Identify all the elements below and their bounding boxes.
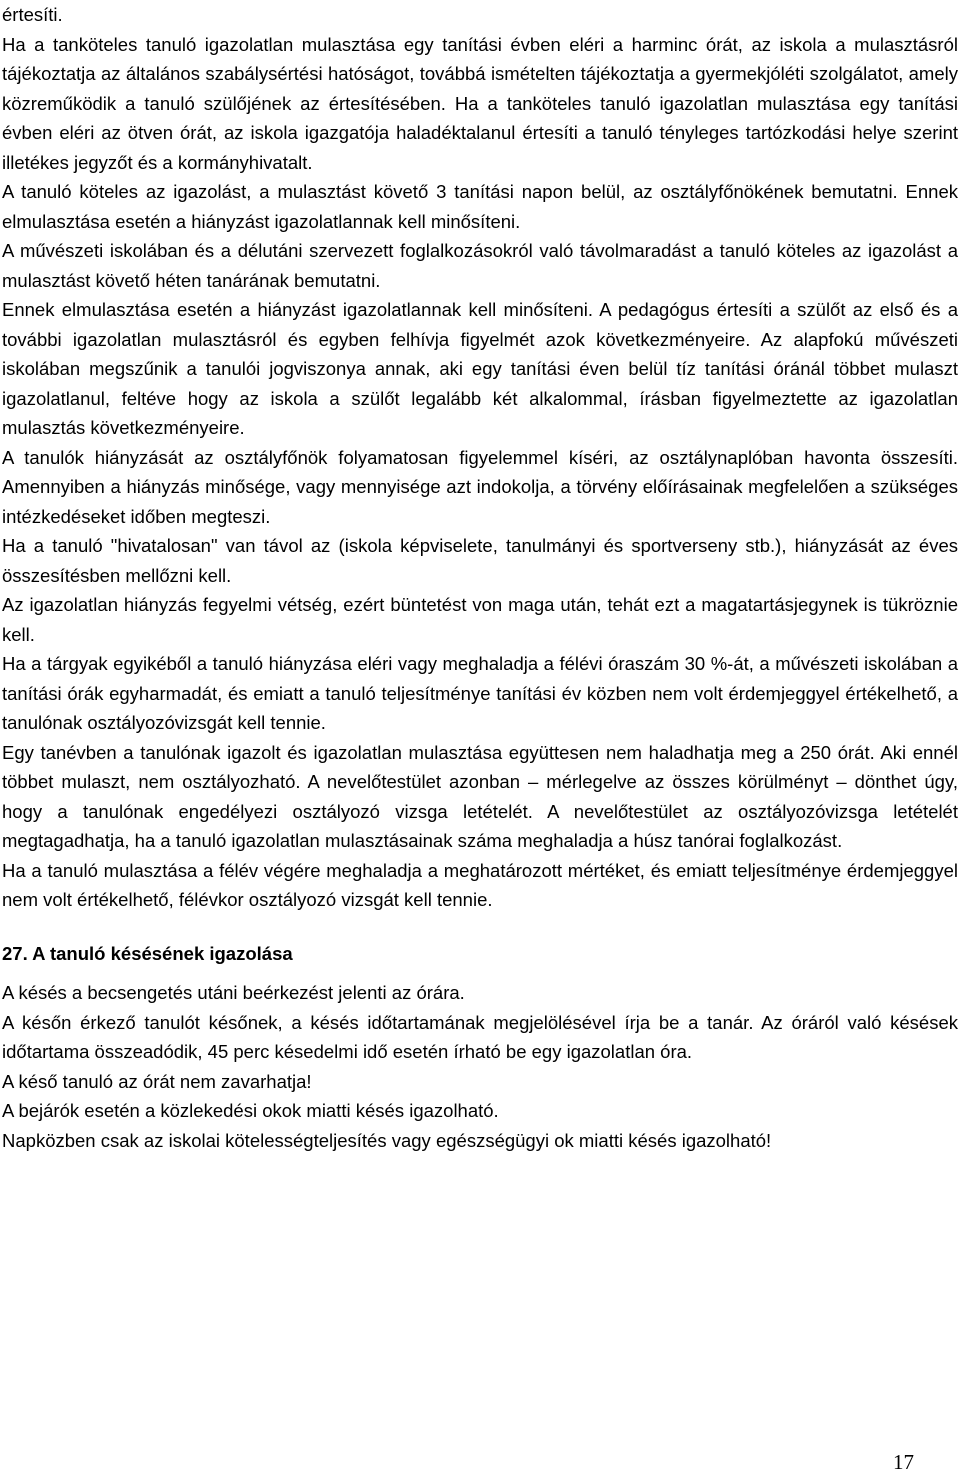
section-spacer: [2, 915, 958, 939]
paragraph: A későn érkező tanulót későnek, a késés időtartamának megjelölésével írja be a tanár. Az óráról való késések időtartama összeadódik, 45 perc késedelmi idő esetén írható be egy igazolatlan óra.: [2, 1011, 958, 1062]
paragraph: Ennek elmulasztása esetén a hiányzást igazolatlannak kell minősíteni. A pedagógus értesíti a szülőt az első és a további igazolatlan mulasztásról és egyben felhívja figyelmét azok következményeire. Az alapfokú művészeti iskolában megszűnik a tanulói jogviszonya annak, aki egy tanítási éven belül tíz tanítási óránál többet mulaszt igazolatlanul, feltéve hogy az iskola a szülőt legalább két alkalommal, írásban figyelmeztette az igazolatlan mulasztás következményeire.: [2, 299, 958, 438]
page-content: [2, 0, 958, 1155]
paragraph: Napközben csak az iskolai kötelességteljesítés vagy egészségügyi ok miatti késés igazolható!: [2, 1129, 772, 1151]
paragraph: Ha a tanköteles tanuló igazolatlan mulasztása egy tanítási évben eléri a harminc órát, az iskola a mulasztásról tájékoztatja az általános szabálysértési hatóságot, továbbá ismételten tájékoztatja a gyermekjóléti szolgálatot, amely közreműködik a tanuló szülőjének az értesítésében. Ha a tanköteles tanuló igazolatlan mulasztása egy tanítási évben eléri az ötven órát, az iskola igazgatója haladéktalanul értesíti a tanuló tényleges tartózkodási helye szerint illetékes jegyzőt és a kormányhivatalt.: [2, 33, 958, 173]
paragraph: A tanuló köteles az igazolást, a mulasztást követő 3 tanítási napon belül, az osztályfőnökének bemutatni. Ennek elmulasztása esetén a hiányzást igazolatlannak kell minősíteni.: [2, 181, 958, 232]
section-heading: 27. A tanuló késésének igazolása: [2, 942, 293, 964]
paragraph: Ha a tárgyak egyikéből a tanuló hiányzása eléri vagy meghaladja a félévi óraszám 30 %-át, a művészeti iskolában a tanítási órák egyharmadát, és emiatt a tanuló teljesítménye tanítási év közben nem volt érdemjeggyel értékelhető, a tanulónak osztályozóvizsgát kell tennie.: [2, 653, 958, 733]
paragraph: Ha a tanuló mulasztása a félév végére meghaladja a meghatározott mértéket, és emiatt teljesítménye érdemjeggyel nem volt értékelhető, félévkor osztályozó vizsgát kell tennie.: [2, 859, 958, 910]
paragraph: A művészeti iskolában és a délutáni szervezett foglalkozásokról való távolmaradást a tanuló köteles az igazolást a mulasztást követő héten tanárának bemutatni.: [2, 240, 958, 291]
paragraph: A késő tanuló az órát nem zavarhatja!: [2, 1070, 312, 1092]
paragraph: Az igazolatlan hiányzás fegyelmi vétség, ezért büntetést von maga után, tehát ezt a magatartásjegynek is tükröznie kell.: [2, 594, 958, 645]
paragraph: Ha a tanuló "hivatalosan" van távol az (iskola képviselete, tanulmányi és sportverseny stb.), hiányzását az éves összesítésben mellőzni kell.: [2, 535, 958, 586]
paragraph: A bejárók esetén a közlekedési okok miatti késés igazolható.: [2, 1100, 499, 1121]
page-number: 17: [893, 1450, 914, 1474]
paragraph: Egy tanévben a tanulónak igazolt és igazolatlan mulasztása együttesen nem haladhatja meg a 250 órát. Aki ennél többet mulaszt, nem osztályozható. A nevelőtestület azonban – mérlegelve az összes körülményt – dönthet úgy, hogy a tanulónak engedélyezi osztályozó vizsga letételét. A nevelőtestület az osztályozóvizsga letételét megtagadhatja, ha a tanuló igazolatlan mulasztásainak száma meghaladja a húsz tanórai foglalkozást.: [2, 741, 958, 851]
paragraph: A tanulók hiányzását az osztályfőnök folyamatosan figyelemmel kíséri, az osztálynaplóban havonta összesíti. Amennyiben a hiányzás minősége, vagy mennyisége azt indokolja, a törvény előírásainak megfelelően a szükséges intézkedéseket időben megteszi.: [2, 446, 958, 527]
paragraph: A késés a becsengetés utáni beérkezést jelenti az órára.: [2, 982, 465, 1003]
paragraph: értesíti.: [2, 4, 63, 25]
